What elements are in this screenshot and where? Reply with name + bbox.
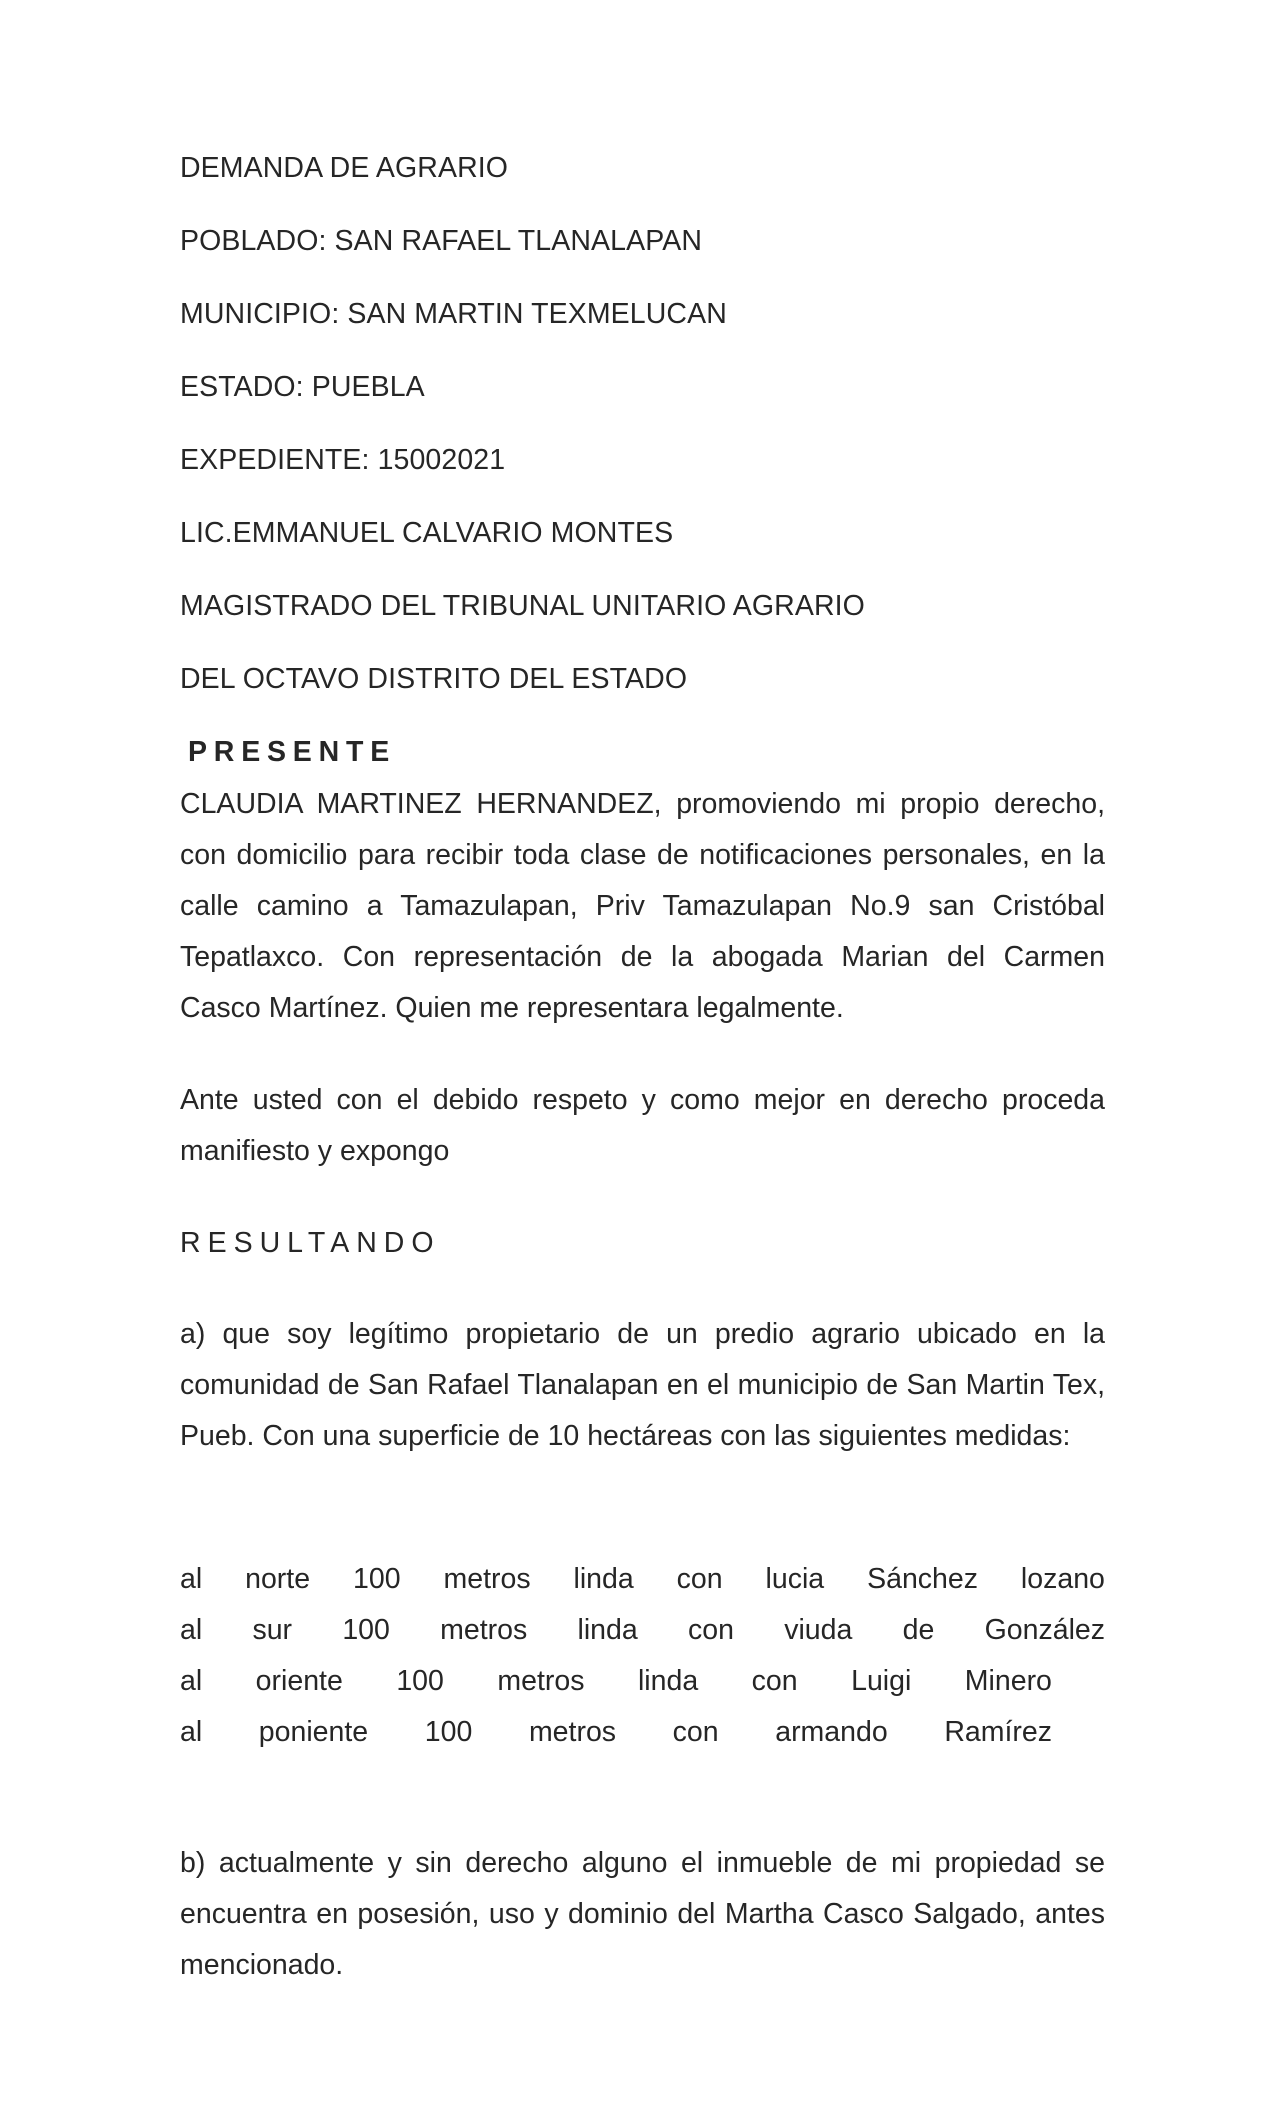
medida-norte: al norte 100 metros linda con lucia Sánchez lozano [180,1563,1105,1595]
presente-heading: PRESENTE [188,736,397,768]
municipio-line: MUNICIPIO: SAN MARTIN TEXMELUCAN [180,298,727,330]
addressee-district: DEL OCTAVO DISTRITO DEL ESTADO [180,663,688,695]
poblado-line: POBLADO: SAN RAFAEL TLANALAPAN [180,225,702,257]
medida-poniente: al poniente 100 metros con armando Ramírez [180,1716,1052,1748]
addressee-name: LIC.EMMANUEL CALVARIO MONTES [180,517,674,549]
medida-sur: al sur 100 metros linda con viuda de González [180,1614,1105,1646]
resultando-heading: RESULTANDO [180,1227,441,1259]
intro-paragraph: CLAUDIA MARTINEZ HERNANDEZ, promoviendo mi propio derecho, con domicilio para recibir toda clase de notificaciones personales, en la calle camino a Tamazulapan, Priv Tamazulapan No.9 san Cristóbal Tepatlaxco. Con representación de la abogada Marian del Carmen Casco Martínez. Quien me representara legalmente. [180,788,1105,1024]
addressee-title: MAGISTRADO DEL TRIBUNAL UNITARIO AGRARIO [180,590,865,622]
expediente-line: EXPEDIENTE: 15002021 [180,444,506,476]
document-title: DEMANDA DE AGRARIO [180,152,509,184]
medida-oriente: al oriente 100 metros linda con Luigi Minero [180,1665,1052,1697]
point-a-paragraph: a) que soy legítimo propietario de un predio agrario ubicado en la comunidad de San Rafael Tlanalapan en el municipio de San Martin Tex, Pueb. Con una superficie de 10 hectáreas con las siguientes medidas: [180,1318,1105,1452]
ante-paragraph: Ante usted con el debido respeto y como mejor en derecho proceda manifiesto y expongo [180,1084,1105,1167]
point-b-paragraph: b) actualmente y sin derecho alguno el inmueble de mi propiedad se encuentra en posesión, uso y dominio del Martha Casco Salgado, antes mencionado. [180,1847,1105,1981]
estado-line: ESTADO: PUEBLA [180,371,425,403]
